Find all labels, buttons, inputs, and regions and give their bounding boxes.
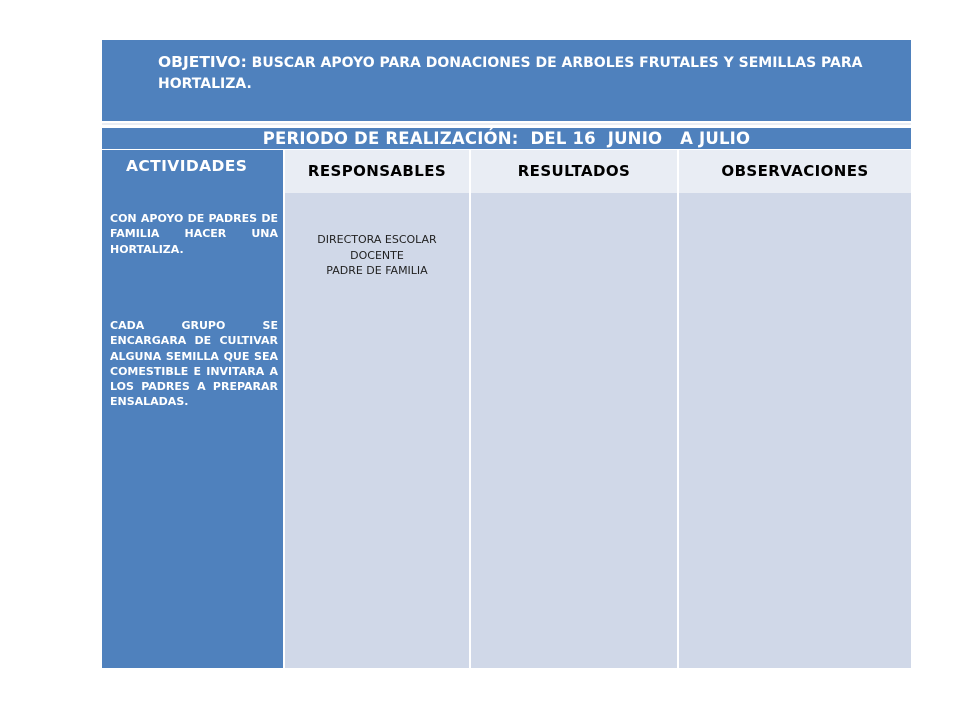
cell-actividades: [102, 193, 283, 668]
responsables-list: [286, 232, 468, 279]
activity-item: CADA GRUPO SE ENCARGARA DE CULTIVAR ALGUNA SEMILLA QUE SEA COMESTIBLE E INVITARA A LOS PADRES A PREPARAR ENSALADAS.: [110, 319, 278, 409]
divider: [102, 123, 911, 125]
header-resultados: RESULTADOS: [471, 150, 677, 193]
period-title: PERIODO DE REALIZACIÓN: DEL 16 JUNIO A JULIO: [102, 128, 911, 149]
responsable-item: PADRE DE FAMILIA: [326, 264, 428, 277]
header-responsables: RESPONSABLES: [285, 150, 469, 193]
objective-banner: [102, 40, 911, 121]
objective-label: OBJETIVO:: [158, 53, 247, 71]
header-actividades: ACTIVIDADES: [102, 150, 283, 193]
responsable-item: DIRECTORA ESCOLAR: [317, 233, 437, 246]
cell-observaciones: [679, 193, 911, 668]
objective-text: BUSCAR APOYO PARA DONACIONES DE ARBOLES FRUTALES Y SEMILLAS PARA HORTALIZA.: [158, 55, 863, 92]
activity-item: CON APOYO DE PADRES DE FAMILIA HACER UNA HORTALIZA.: [110, 212, 278, 256]
responsable-item: DOCENTE: [350, 248, 404, 262]
header-observaciones: OBSERVACIONES: [679, 150, 911, 193]
cell-resultados: [471, 193, 677, 668]
